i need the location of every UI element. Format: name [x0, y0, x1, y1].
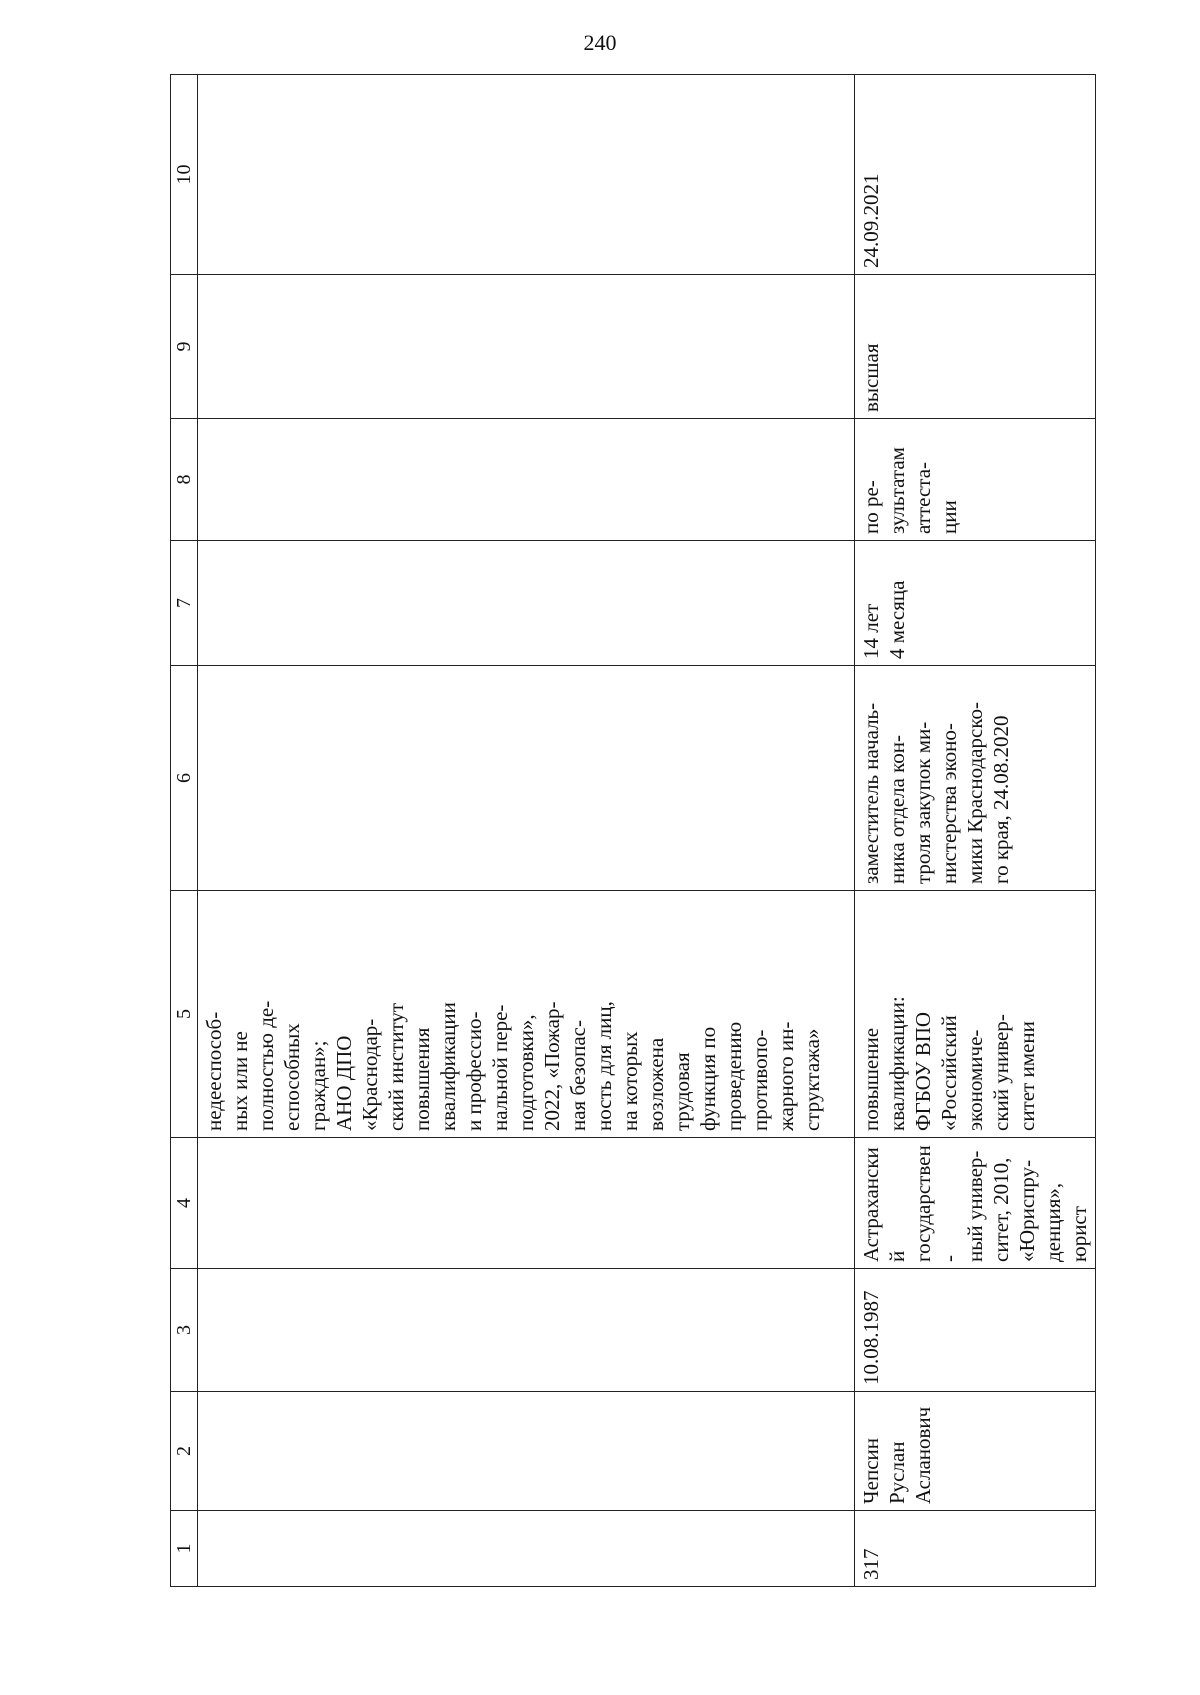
rotated-table-wrapper	[170, 75, 1091, 1587]
cont-cell-2	[198, 1392, 855, 1511]
header-cell-9: 9	[171, 275, 198, 419]
header-cell-2: 2	[171, 1392, 198, 1511]
table-row-continuation	[198, 75, 855, 1587]
cont-cell-4	[198, 1138, 855, 1269]
cont-cell-6	[198, 666, 855, 891]
cell-number: 317	[855, 1511, 1096, 1587]
cont-cell-qualification: недееспособ- ных или не полностью де- еспособных граждан»; АНО ДПО «Краснодар- ский институт повышения квалификации и профессио- нальной пере- подготовки», 2022, «Пожар- ная безопас- ность для лиц, на которых возложена трудовая функция по проведению противопо- жарного ин- структажа»	[198, 891, 855, 1138]
header-row	[171, 75, 198, 1587]
cont-cell-1	[198, 1511, 855, 1587]
cont-cell-9	[198, 275, 855, 419]
cell-basis: по ре- зультатам аттеста- ции	[855, 419, 1096, 541]
cont-cell-7	[198, 541, 855, 666]
cell-education: Астраханский государствен- ный универ- ситет, 2010, «Юриспру- денция», юрист	[855, 1138, 1096, 1269]
header-cell-6: 6	[171, 666, 198, 891]
cell-position: заместитель началь- ника отдела кон- троля закупок ми- нистерства эконо- мики Краснодарско- го края, 24.08.2020	[855, 666, 1096, 891]
header-cell-7: 7	[171, 541, 198, 666]
header-cell-5: 5	[171, 891, 198, 1138]
page-number: 240	[583, 30, 617, 55]
header-cell-10: 10	[171, 75, 198, 275]
cell-name: Чепсин Руслан Асланович	[855, 1392, 1096, 1511]
cell-qualification: повышение квалификации: ФГБОУ ВПО «Российский экономиче- ский универ- ситет имени	[855, 891, 1096, 1138]
table-row-317	[855, 75, 1096, 1587]
cell-date: 24.09.2021	[855, 75, 1096, 275]
cell-birth-date: 10.08.1987	[855, 1269, 1096, 1392]
cell-category: высшая	[855, 275, 1096, 419]
header-cell-1: 1	[171, 1511, 198, 1587]
cont-cell-8	[198, 419, 855, 541]
header-cell-8: 8	[171, 419, 198, 541]
header-cell-3: 3	[171, 1269, 198, 1392]
personnel-table	[170, 74, 1096, 1587]
header-cell-4: 4	[171, 1138, 198, 1269]
cont-cell-3	[198, 1269, 855, 1392]
cont-cell-10	[198, 75, 855, 275]
cell-experience: 14 лет 4 месяца	[855, 541, 1096, 666]
